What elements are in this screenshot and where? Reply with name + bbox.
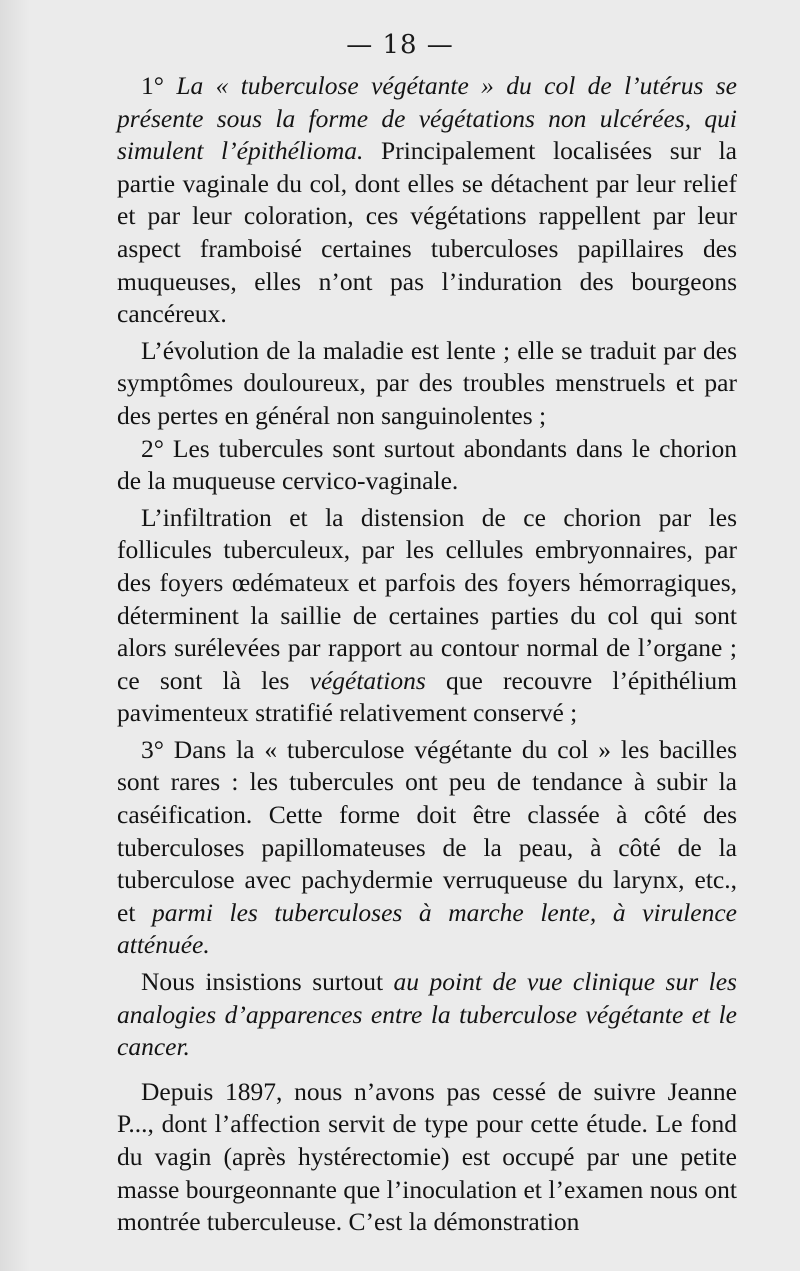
paragraph-italic-text: La « tuberculose végétante » du col de l’utérus se présente sous la forme de végétations non ulcérées, qui simulent l’épithélioma. [117,71,737,166]
paragraph-text: 1° [141,71,177,100]
paragraph-4 [117,502,737,730]
paragraph-3 [117,433,737,498]
paragraph-text: Nous insistions surtout [141,967,394,997]
body-text [117,70,737,1239]
paragraph-italic-text: parmi les tuberculoses à marche lente, à virulence atténuée. [117,897,737,960]
paragraph-italic-text: au point de vue clinique sur les analogies d’apparences entre la tuberculose végétante et le cancer. [117,967,737,1062]
paragraph-text: L’évolution de la maladie est lente ; elle se traduit par des symptômes douloureux, par des troubles menstruels et par des pertes en général non sanguinolentes ; [117,335,737,430]
paragraph-text: que recouvre l’épithélium pavimenteux stratifié relativement conservé ; [117,665,737,728]
paragraph-text: 3° Dans la « tuberculose végétante du col » les bacilles sont rares : les tubercules ont peu de tendance à subir la caséification. Cette forme doit être classée à côté des tuberculoses papillomateuses de la peau, à côté de la tuberculose avec pachydermie verruqueuse du larynx, etc., et [117,734,737,927]
paragraph-5 [117,734,737,962]
page-number: — 18 — [346,30,454,60]
paragraph-text: Principalement localisées sur la partie vaginale du col, dont elles se détachent par leur relief et par leur coloration, ces végétations rappellent par leur aspect framboisé certaines tuberculoses papillaires des muqueuses, elles n’ont pas l’induration des bourgeons cancéreux. [117,136,737,329]
paragraph-text: 2° Les tubercules sont surtout abondants dans le chorion de la muqueuse cervico-vaginale. [117,433,737,496]
paragraph-6 [117,966,737,1064]
paragraph-2 [117,335,737,433]
paragraph-text: Depuis 1897, nous n’avons pas cessé de suivre Jeanne P..., dont l’affection servit de type pour cette étude. Le fond du vagin (après hystérectomie) est occupé par une petite masse bourgeonnante que l’inoculation et l’examen nous ont montrée tuberculeuse. C’est la démonstration [117,1076,737,1237]
paragraph-text: L’infiltration et la distension de ce chorion par les follicules tuberculeux, par les cellules embryonnaires, par des foyers œdémateux et parfois des foyers hémorragiques, déterminent la saillie de certaines parties du col qui sont alors surélevées par rapport au contour normal de l’organe ; ce sont là les [117,502,737,695]
paragraph-1 [117,70,737,331]
paragraph-7 [117,1076,737,1239]
paragraph-italic-text: végétations [309,665,426,695]
